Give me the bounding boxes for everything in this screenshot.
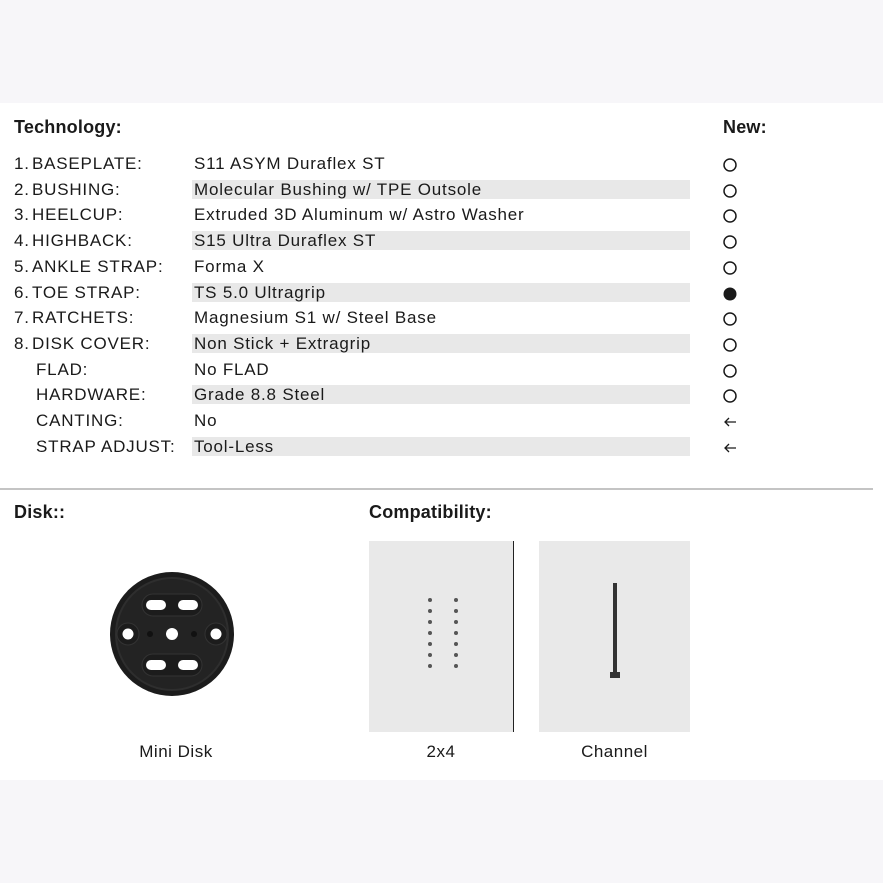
circle-outline-icon xyxy=(722,234,738,250)
spec-label: ANKLE STRAP: xyxy=(32,256,164,276)
spec-label: STRAP ADJUST: xyxy=(36,436,176,456)
spec-value: Magnesium S1 w/ Steel Base xyxy=(194,308,437,328)
2x4-panel xyxy=(369,541,514,732)
technology-heading: Technology: xyxy=(14,117,122,137)
circle-outline-icon xyxy=(722,311,738,327)
spec-number: 1. xyxy=(14,154,30,173)
2x4-hole-pattern-icon xyxy=(369,541,513,732)
spec-sheet xyxy=(0,103,883,780)
circle-outline-icon xyxy=(722,260,738,276)
arrow-left-icon xyxy=(722,414,738,430)
spec-number: 2. xyxy=(14,179,30,199)
spec-label: RATCHETS: xyxy=(32,308,135,328)
spec-number: 3. xyxy=(14,205,30,225)
2x4-caption: 2x4 xyxy=(426,742,456,761)
mini-disk-caption: Mini Disk xyxy=(139,742,213,761)
spec-row xyxy=(0,231,883,251)
circle-outline-icon xyxy=(722,157,738,173)
spec-label: HIGHBACK: xyxy=(32,231,133,251)
spec-value: TS 5.0 Ultragrip xyxy=(194,282,326,302)
mini-disk-icon xyxy=(108,572,236,700)
spec-value: Extruded 3D Aluminum w/ Astro Washer xyxy=(194,205,525,225)
arrow-left-icon xyxy=(722,440,738,456)
compatibility-heading: Compatibility: xyxy=(369,502,492,522)
circle-outline-icon xyxy=(722,388,738,404)
spec-value: Tool-Less xyxy=(194,436,274,456)
circle-outline-icon xyxy=(722,337,738,353)
channel-slot-icon xyxy=(539,541,690,732)
spec-row xyxy=(0,385,883,405)
spec-value: No xyxy=(194,411,218,430)
channel-caption: Channel xyxy=(581,742,648,761)
new-heading: New: xyxy=(723,117,767,137)
circle-filled-icon xyxy=(722,286,738,302)
spec-label: HARDWARE: xyxy=(36,385,147,405)
spec-value: Grade 8.8 Steel xyxy=(194,385,326,405)
spec-row xyxy=(0,411,883,431)
spec-value: S15 Ultra Duraflex ST xyxy=(194,231,377,251)
spec-row xyxy=(0,308,883,328)
spec-value: Forma X xyxy=(194,256,265,276)
spec-row xyxy=(0,334,883,354)
section-divider xyxy=(0,488,873,490)
spec-value: Molecular Bushing w/ TPE Outsole xyxy=(194,179,482,199)
spec-label: BASEPLATE: xyxy=(32,154,143,173)
spec-number: 5. xyxy=(14,256,30,276)
spec-row xyxy=(0,360,883,380)
circle-outline-icon xyxy=(722,208,738,224)
channel-panel xyxy=(539,541,690,732)
disk-heading: Disk:: xyxy=(14,502,66,522)
spec-value: No FLAD xyxy=(194,359,270,379)
spec-label: CANTING: xyxy=(36,411,124,430)
spec-number: 4. xyxy=(14,231,30,251)
spec-label: BUSHING: xyxy=(32,179,121,199)
circle-outline-icon xyxy=(722,363,738,379)
spec-label: HEELCUP: xyxy=(32,205,124,225)
spec-label: TOE STRAP: xyxy=(32,282,141,302)
spec-number: 6. xyxy=(14,282,30,302)
spec-row xyxy=(0,205,883,225)
spec-row xyxy=(0,154,883,174)
spec-label: DISK COVER: xyxy=(32,333,151,353)
spec-row xyxy=(0,283,883,303)
spec-row xyxy=(0,257,883,277)
spec-row xyxy=(0,437,883,457)
spec-value: S11 ASYM Duraflex ST xyxy=(194,154,386,173)
spec-value: Non Stick + Extragrip xyxy=(194,333,371,353)
spec-number: 7. xyxy=(14,308,30,328)
spec-row xyxy=(0,180,883,200)
spec-label: FLAD: xyxy=(36,359,89,379)
circle-outline-icon xyxy=(722,183,738,199)
spec-number: 8. xyxy=(14,333,30,353)
